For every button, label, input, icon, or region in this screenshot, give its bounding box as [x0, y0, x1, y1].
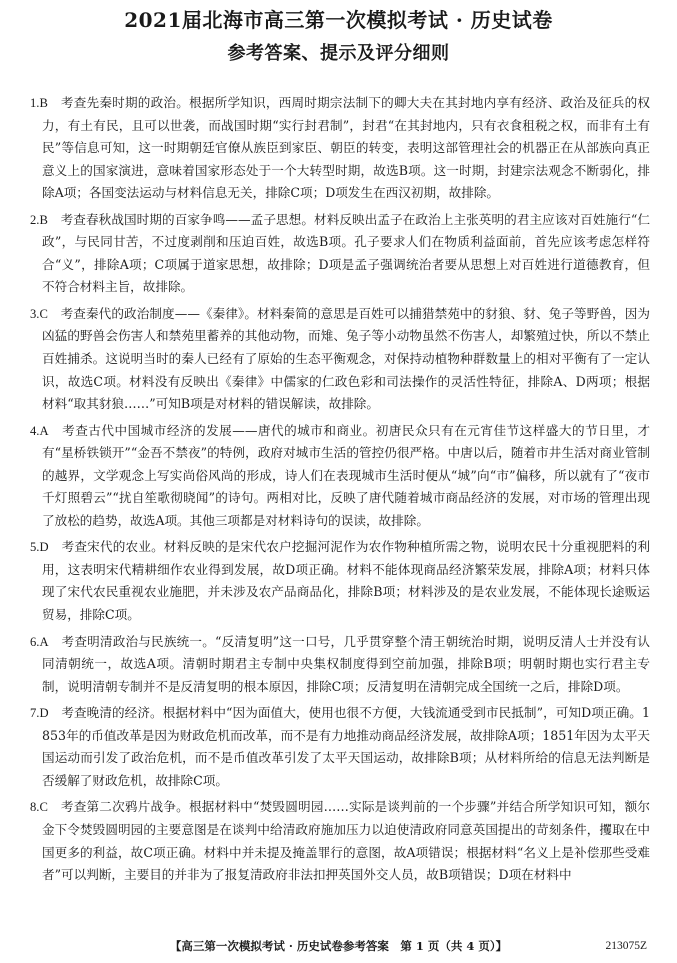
item-number: 3. — [30, 306, 40, 321]
item-answer: A — [39, 423, 49, 438]
item-answer: D — [39, 706, 49, 721]
footer-doc-code: 213075Z — [605, 940, 647, 952]
item-number: 8. — [30, 800, 40, 815]
page-title: 2021届北海市高三第一次模拟考试 · 历史试卷 — [124, 8, 553, 32]
item-explanation: 考查第二次鸦片战争。根据材料中“焚毁圆明园……实际是谈判前的一个步骤”并结合所学知识可知，额尔金下令焚毁圆明园的主要意图是在谈判中给清政府施加压力以迫使清政府同意英国提出的苛刻条件，攫取在中国更多的利益，故C项正确。材料中并未提及掩盖罪行的意图，故A项错误；根据材料“名义上是补偿那些受难者”可以判断，主要目的并非为了报复清政府非法扣押英国外交人员，故B项错误；D项在材料中 — [42, 799, 651, 883]
answer-item-7 — [30, 702, 650, 792]
item-explanation: 考查明清政治与民族统一。“反清复明”这一口号，几乎贯穿整个清王朝统治时期，说明反清人士并没有认同清朝统一，故选A项。清朝时期君主专制中央集权制度得到空前加强，排除B项；明朝时期也实行君主专制，说明清朝专制并不是反清复明的根本原因，排除C项；反清复明在清朝完成全国统一之后，排除D项。 — [42, 633, 650, 694]
item-number: 2. — [30, 212, 40, 227]
answer-item-5 — [30, 536, 650, 626]
footer-page-info: 【高三第一次模拟考试 · 历史试卷参考答案 第 1 页（共 4 页）】 — [169, 939, 508, 953]
item-answer: A — [39, 634, 49, 649]
item-number: 1. — [30, 96, 40, 110]
item-number: 7. — [30, 706, 40, 721]
item-answer: B — [39, 96, 48, 110]
item-explanation: 考查秦代的政治制度——《秦律》。材料秦简的意思是百姓可以捕猎禁苑中的豺狼、豺、兔子等野兽，因为凶猛的野兽会伤害人和禁苑里蓄养的其他动物，而雉、兔子等小动物虽然不伤害人，却繁殖过快，所以不禁止百姓捕杀。这说明当时的秦人已经有了原始的生态平衡观念，对保持动植物种群数量上的相对平衡有了一定认识，故选C项。材料没有反映出《秦律》中儒家的仁政色彩和司法操作的灵活性特征，排除A、D两项；根据材料“取其豺狼……”可知B项是对材料的错误解读，故排除。 — [42, 305, 651, 412]
answer-list — [30, 92, 650, 891]
answer-item-8 — [30, 796, 650, 886]
item-explanation: 考查古代中国城市经济的发展——唐代的城市和商业。初唐民众只有在元宵佳节这样盛大的节日里，才有“星桥铁锁开”“金吾不禁夜”的特例，政府对城市生活的管控仍很严格。中唐以后，随着市井生活对商业管制的越界，文学观念上写实尚俗风尚的形成，诗人们在表现城市生活时便从“城”向“市”偏移，所以就有了“夜市千灯照碧云”“扰自笙歌彻晓闻”的诗句。两相对比，反映了唐代随着城市商品经济的发展，对市场的管理出现了放松的趋势，故选A项。其他三项都是对材料诗句的误读，故排除。 — [42, 422, 651, 528]
answer-item-3 — [30, 303, 650, 416]
answer-item-1 — [30, 92, 650, 205]
item-number: 6. — [30, 634, 40, 649]
item-number: 4. — [30, 423, 40, 438]
item-number: 5. — [30, 540, 40, 555]
item-explanation: 考查晚清的经济。根据材料中“因为面值大，使用也很不方便，大钱流通受到市民抵制”，可知D项正确。1853年的币值改革是因为财政危机而改革，而不是有力地推动商品经济发展，故排除A项；1851年因为太平天国运动而引发了政治危机，而不是币值改革引发了太平天国运动，故排除B项；从材料所给的信息无法判断是否缓解了财政危机，故排除C项。 — [42, 705, 650, 788]
item-answer: B — [39, 212, 48, 227]
item-explanation: 考查宋代的农业。材料反映的是宋代农户挖掘河泥作为农作物种植所需之物，说明农民十分重视肥料的利用，这表明宋代精耕细作农业得到发展，故D项正确。材料不能体现商品经济繁荣发展，排除A项；材料只体现了宋代农民重视农业施肥，并未涉及农产品商品化，排除B项；材料涉及的是农业发展，不能体现长途贩运贸易，排除C项。 — [42, 539, 651, 623]
answer-item-4 — [30, 420, 650, 533]
item-explanation: 考查先秦时期的政治。根据所学知识，西周时期宗法制下的卿大夫在其封地内享有经济、政治及征兵的权力，有土有民，且可以世袭，而战国时期“实行封君制”，封君“在其封地内，只有衣食租税之权，而非有土有民”等信息可知，这一时期朝廷官僚从族臣到家臣、朝臣的转变，表明这部管理社会的机器正在从部族向真正意义上的国家演进，意味着国家形态处于一个大转型时期，故选B项。这一时期，封建宗法观念不断弱化，排除A项；各国变法运动与材料信息无关，排除C项；D项发生在西汉初期，故排除。 — [42, 95, 651, 201]
answer-item-6 — [30, 631, 650, 699]
item-answer: D — [39, 540, 49, 555]
page-subtitle: 参考答案、提示及评分细则 — [227, 43, 450, 64]
item-explanation: 考查春秋战国时期的百家争鸣——孟子思想。材料反映出孟子在政治上主张英明的君主应该对百姓施行“仁政”，与民同甘苦，不过度剥削和压迫百姓，故选B项。孔子要求人们在物质利益面前，首先应该考虑怎样符合“义”，排除A项；C项属于道家思想，故排除；D项是孟子强调统治者要从思想上对百姓进行道德教育，但不符合材料主旨，故排除。 — [42, 211, 650, 295]
item-answer: C — [39, 306, 48, 321]
page-footer — [0, 937, 677, 955]
answer-item-2 — [30, 209, 650, 299]
item-answer: C — [39, 800, 48, 815]
